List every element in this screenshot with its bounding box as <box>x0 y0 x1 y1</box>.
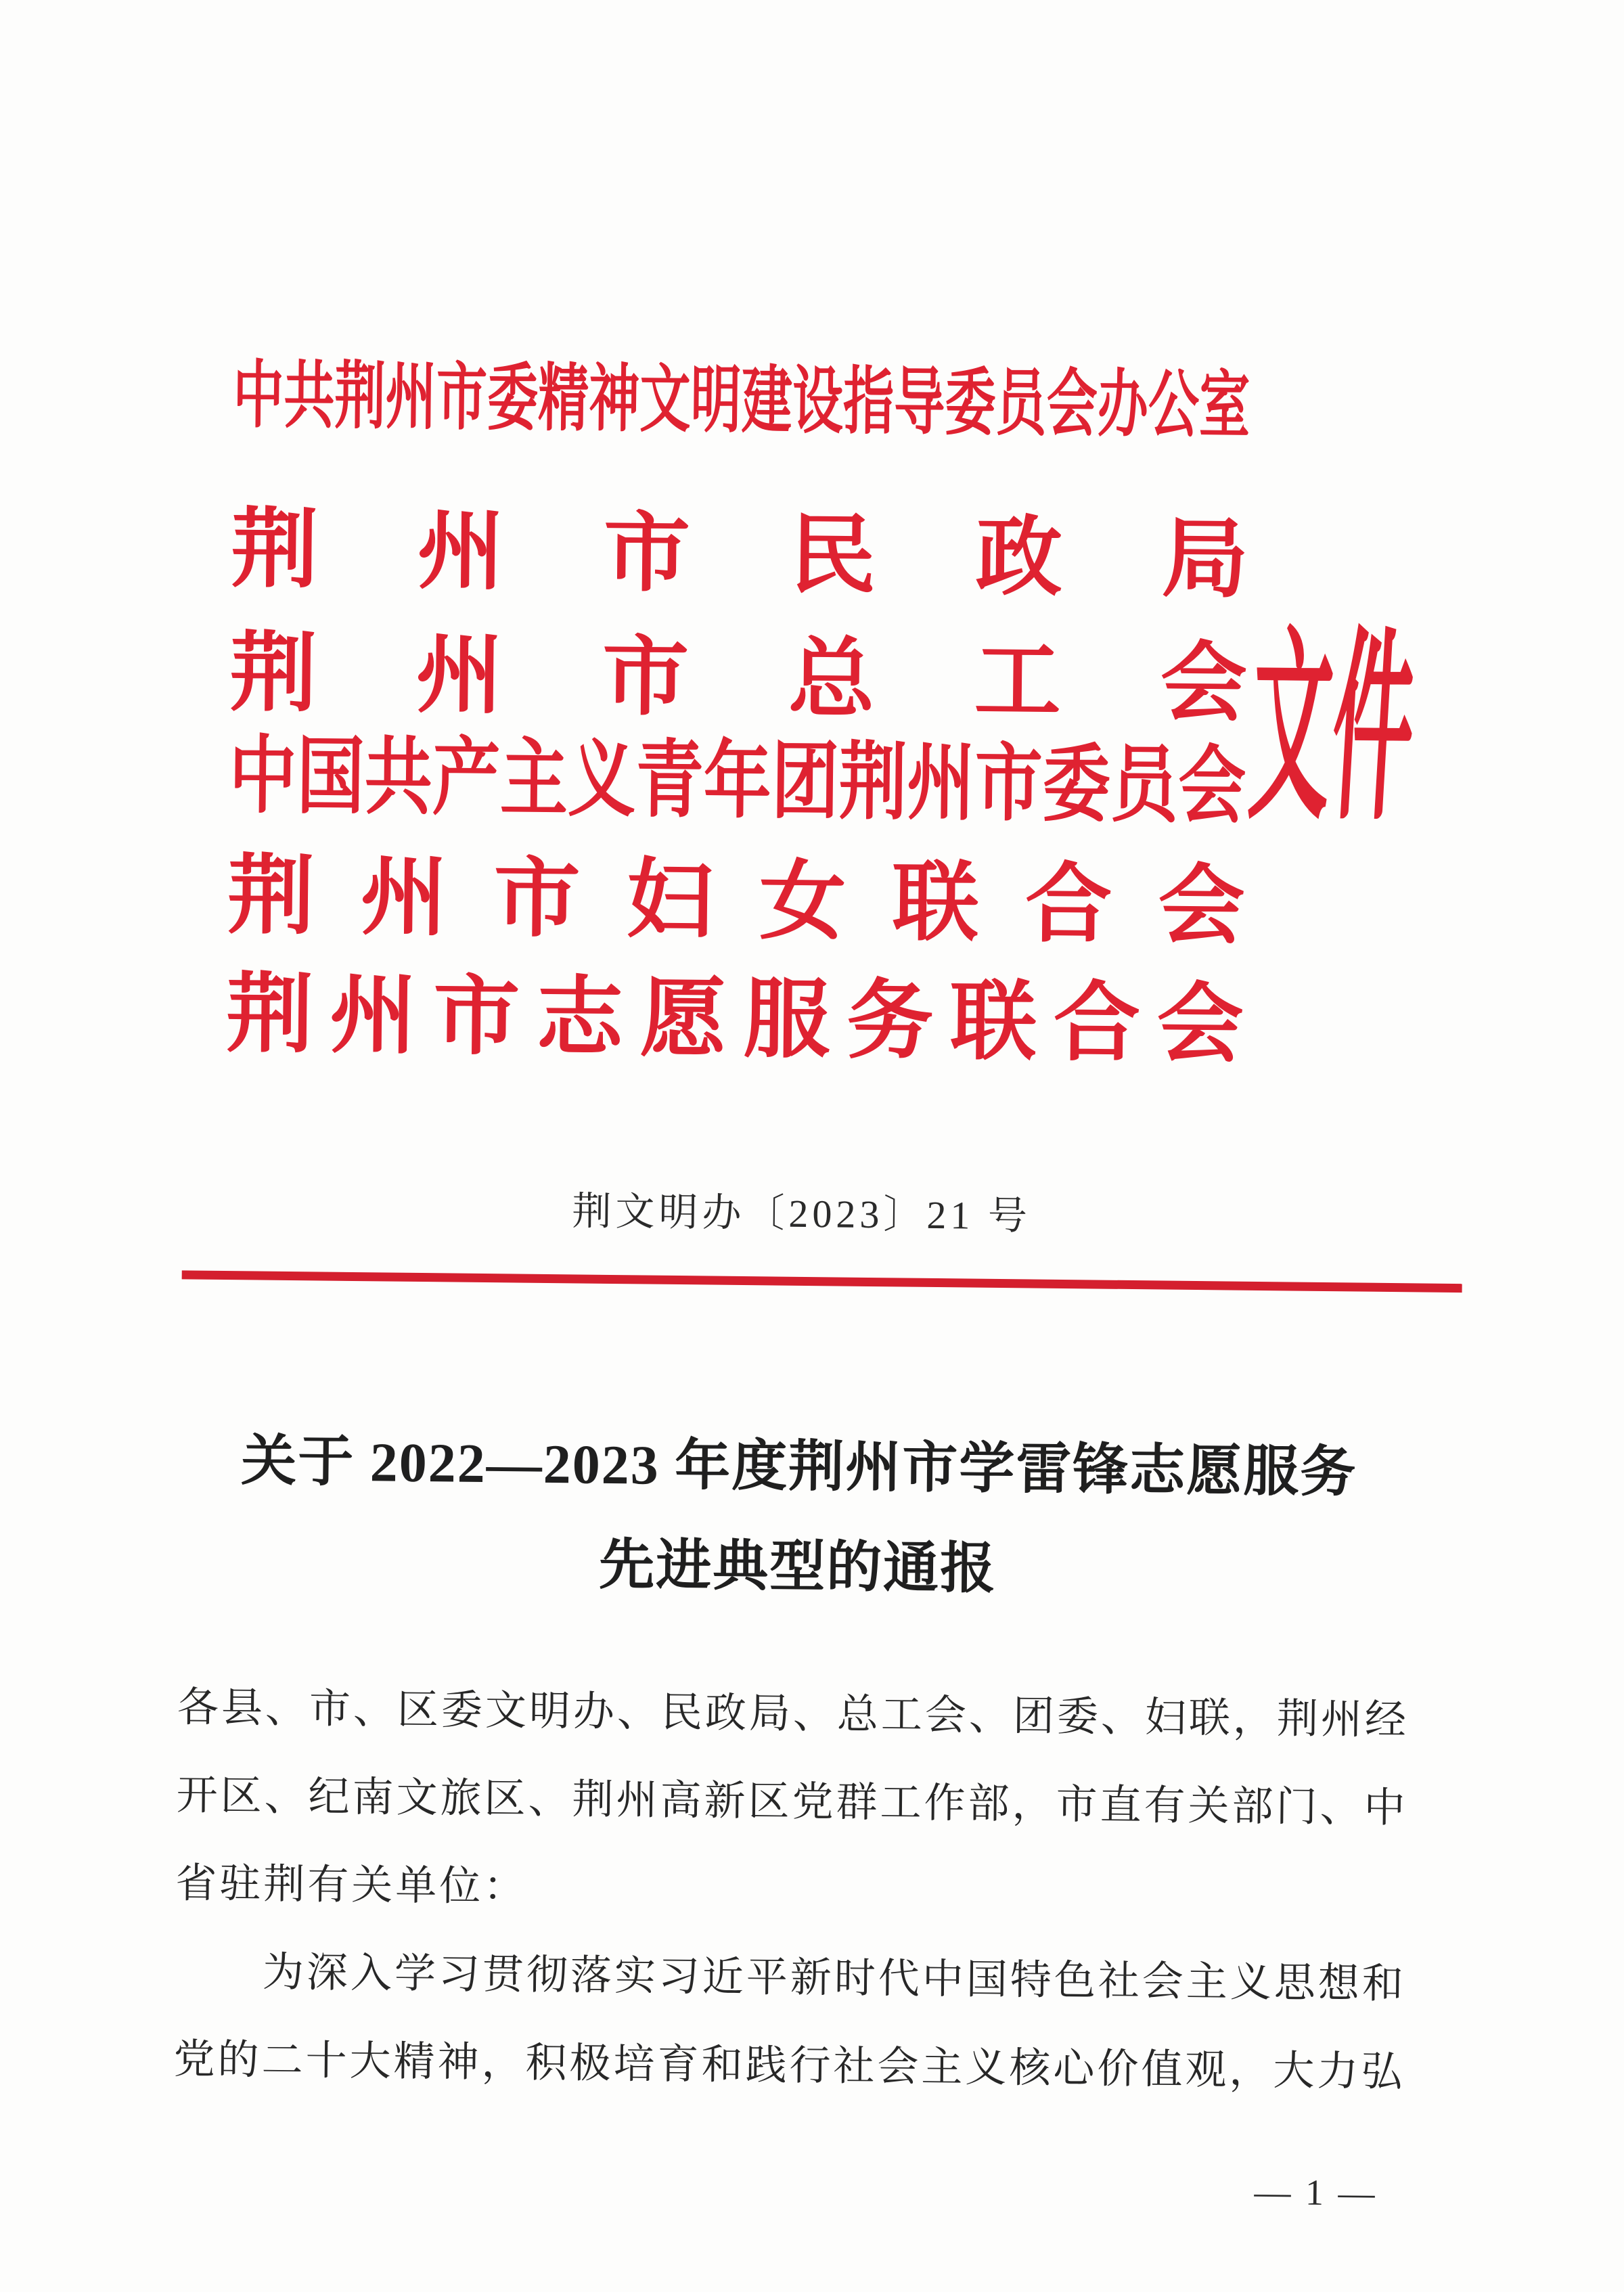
document-title <box>179 1410 1419 1623</box>
page-number: — 1 — <box>1254 2172 1378 2214</box>
header-org-line-2: 荆 州 市 民 政 局 <box>231 501 1249 608</box>
header-org-line-5: 荆 州 市 妇 女 联 合 会 <box>227 848 1246 955</box>
document-reference-number: 荆文明办〔2023〕21 号 <box>572 1189 1032 1238</box>
paragraph-line-1: 为深入学习贯彻落实习近平新时代中国特色社会主义思想和 <box>262 1950 1407 2008</box>
document-body <box>173 1664 1418 2117</box>
salutation-line-2: 开区、纪南文旅区、荆州高新区党群工作部，市直有关部门、中 <box>176 1773 1408 1832</box>
salutation-line-1: 各县、市、区委文明办、民政局、总工会、团委、妇联，荆州经 <box>177 1685 1409 1744</box>
header-org-line-6: 荆 州 市 志 愿 服 务 联 合 会 <box>226 966 1244 1073</box>
red-divider-line <box>182 1270 1462 1293</box>
document-title-line-2: 先进典型的通报 <box>598 1533 997 1600</box>
paragraph-line-2: 党的二十大精神，积极培育和践行社会主义核心价值观，大力弘 <box>173 2037 1405 2096</box>
document-title-line-1: 关于 2022—2023 年度荆州市学雷锋志愿服务 <box>240 1430 1357 1504</box>
header-org-line-4: 中 国 共 产 主 义 青 年 团 荆 州 市 委 员 会 <box>228 729 1246 834</box>
red-letterhead <box>226 0 1255 1094</box>
header-org-line-3: 荆 州 市 总 工 会 <box>229 625 1248 732</box>
salutation-line-3: 省驻荆有关单位： <box>175 1861 528 1910</box>
header-org-line-1: 中 共 荆 州 市 委 精 神 文 明 建 设 指 导 委 员 会 办 公 室 <box>232 355 1250 448</box>
file-label: 文件 <box>1244 616 1421 846</box>
